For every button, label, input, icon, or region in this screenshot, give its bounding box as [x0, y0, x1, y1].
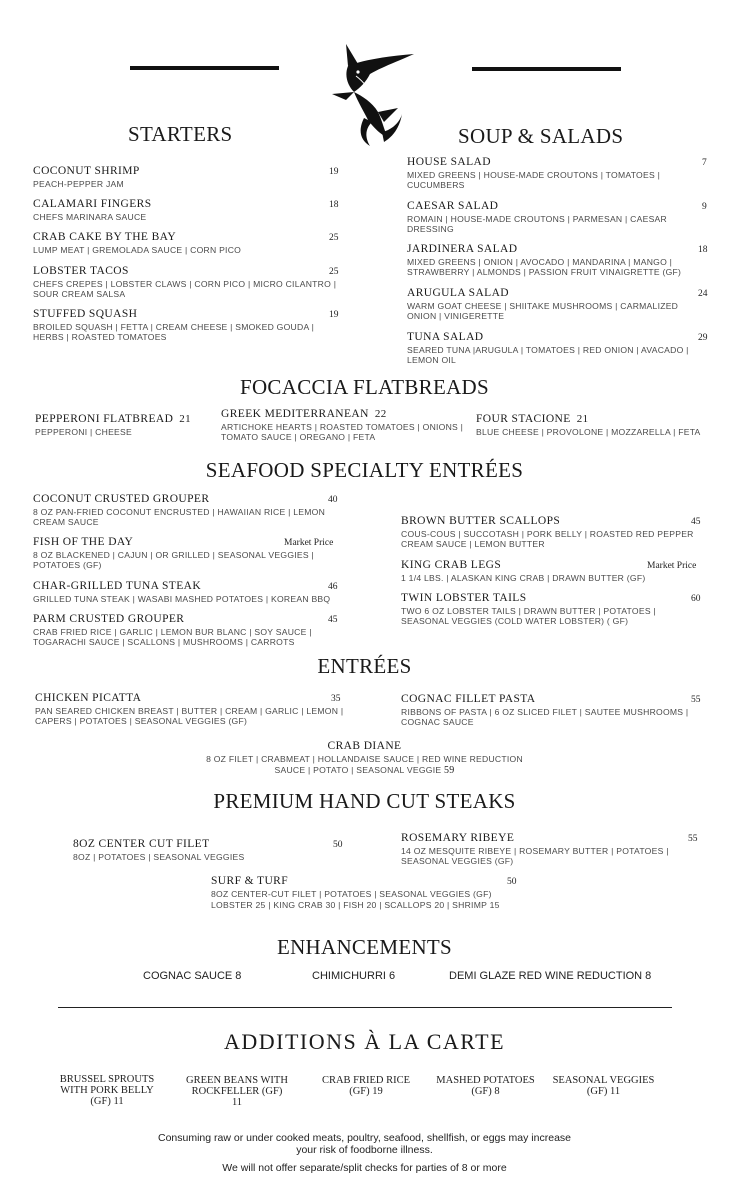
menu-item — [401, 693, 691, 727]
item-name: TUNA SALAD — [407, 331, 484, 343]
item-name: PEPPERONI FLATBREAD 21 — [35, 413, 192, 425]
item-price: 40 — [328, 495, 338, 505]
item-description: SAUCE | POTATO | SEASONAL VEGGIE 59 — [274, 765, 455, 776]
item-price: 18 — [698, 245, 708, 255]
item-price: 50 — [333, 840, 343, 850]
item-description: PEACH-PEPPER JAM — [33, 179, 124, 189]
item-name: KING CRAB LEGS — [401, 559, 502, 571]
item-price: Market Price — [647, 561, 697, 571]
item-description: 8 OZ PAN-FRIED COCONUT ENCRUSTED | HAWAIIAN RICE | LEMON CREAM SAUCE — [33, 507, 326, 527]
item-name: CAESAR SALAD — [407, 200, 499, 212]
item-name: CALAMARI FINGERS — [33, 198, 152, 210]
item-price: Market Price — [284, 538, 334, 548]
item-description: LOBSTER 25 | KING CRAB 30 | FISH 20 | SCALLOPS 20 | SHRIMP 15 — [211, 900, 500, 910]
item-price: 59 — [444, 765, 455, 776]
section-divider — [58, 1007, 672, 1008]
item-name: TWIN LOBSTER TAILS — [401, 592, 527, 604]
entrees-heading: ENTRÉES — [317, 654, 412, 678]
menu-item — [33, 231, 343, 255]
item-price: 29 — [698, 333, 708, 343]
item-name: GREEK MEDITERRANEAN 22 — [221, 408, 387, 420]
item-description: MIXED GREENS | HOUSE-MADE CROUTONS | TOMATOES | CUCUMBERS — [407, 170, 661, 190]
item-name: ARUGULA SALAD — [407, 287, 509, 299]
item-price: 45 — [691, 517, 701, 527]
item-name: 8OZ CENTER CUT FILET — [73, 838, 210, 850]
side-item: MASHED POTATOES (GF) 8 — [436, 1075, 535, 1097]
additions-heading: ADDITIONS À LA CARTE — [223, 1029, 506, 1054]
menu-item — [407, 156, 682, 190]
item-name: STUFFED SQUASH — [33, 308, 138, 320]
menu-item — [221, 408, 466, 442]
item-description: 1 1/4 LBS. | ALASKAN KING CRAB | DRAWN BUTTER (GF) — [401, 573, 646, 583]
enhancement-item: CHIMICHURRI 6 — [312, 970, 396, 982]
item-price: 55 — [691, 695, 701, 705]
item-price: 19 — [329, 310, 339, 320]
menu-item — [73, 838, 333, 862]
side-item: GREEN BEANS WITH ROCKFELLER (GF) 11 — [186, 1075, 288, 1108]
featured-item-surf-turf — [211, 875, 511, 910]
item-description: ROMAIN | HOUSE-MADE CROUTONS | PARMESAN | CAESAR DRESSING — [407, 214, 667, 234]
side-item: SEASONAL VEGGIES (GF) 11 — [552, 1075, 655, 1097]
menu-item — [33, 198, 343, 222]
item-name: BROWN BUTTER SCALLOPS — [401, 515, 561, 527]
menu-item — [33, 165, 343, 189]
item-description: WARM GOAT CHEESE | SHIITAKE MUSHROOMS | CARMALIZED ONION | VINIGERETTE — [407, 301, 679, 321]
menu-item — [476, 413, 716, 437]
item-price: 46 — [328, 582, 338, 592]
starters-heading: STARTERS — [128, 122, 233, 146]
steaks-heading: PREMIUM HAND CUT STEAKS — [213, 789, 516, 813]
menu-item — [33, 308, 343, 342]
item-description: 8OZ | POTATOES | SEASONAL VEGGIES — [73, 852, 245, 862]
item-name: JARDINERA SALAD — [407, 243, 518, 255]
item-description: CRAB FRIED RICE | GARLIC | LEMON BUR BLANC | SOY SAUCE | TOGARACHI SAUCE | SCALLONS | MUSHROOMS | CARROTS — [33, 627, 312, 647]
side-item: BRUSSEL SPROUTS WITH PORK BELLY (GF) 11 — [59, 1074, 155, 1107]
menu-item — [33, 580, 338, 604]
item-name: CHAR-GRILLED TUNA STEAK — [33, 580, 202, 592]
item-description: BROILED SQUASH | FETTA | CREAM CHEESE | SMOKED GOUDA | HERBS | ROASTED TOMATOES — [33, 322, 315, 342]
item-description: MIXED GREENS | ONION | AVOCADO | MANDARINA | MANGO | STRAWBERRY | ALMONDS | PASSION FRUIT VINAIGRETTE (GF) — [407, 257, 682, 277]
split-check-notice: We will not offer separate/split checks for parties of 8 or more — [222, 1162, 507, 1174]
item-description: CHEFS MARINARA SAUCE — [33, 212, 147, 222]
enhancement-item: DEMI GLAZE RED WINE REDUCTION 8 — [449, 970, 652, 982]
item-price: 21 — [179, 413, 192, 425]
item-description: RIBBONS OF PASTA | 6 OZ SLICED FILET | SAUTEE MUSHROOMS | COGNAC SAUCE — [401, 707, 689, 727]
item-description: SEARED TUNA |ARUGULA | TOMATOES | RED ONION | AVACADO | LEMON OIL — [407, 345, 689, 365]
item-description: BLUE CHEESE | PROVOLONE | MOZZARELLA | FETA — [476, 427, 701, 437]
item-price: 7 — [702, 158, 707, 168]
menu-item — [33, 493, 338, 527]
item-name: CHICKEN PICATTA — [35, 692, 142, 704]
food-safety-notice: Consuming raw or under cooked meats, poultry, seafood, shellfish, or eggs may increase your risk of foodborne illness. — [157, 1132, 571, 1156]
soup-salads-heading: SOUP & SALADS — [458, 124, 624, 148]
menu-item — [401, 515, 696, 549]
item-description: CHEFS CREPES | LOBSTER CLAWS | CORN PICO | MICRO CILANTRO | SOUR CREAM SALSA — [33, 279, 337, 299]
featured-item-crab-diane — [150, 740, 579, 776]
item-description: TWO 6 OZ LOBSTER TAILS | DRAWN BUTTER | POTATOES | SEASONAL VEGGIES (COLD WATER LOBSTER) ( GF) — [401, 606, 656, 626]
item-name: PARM CRUSTED GROUPER — [33, 613, 185, 625]
menu-item — [407, 287, 682, 321]
side-item: CRAB FRIED RICE (GF) 19 — [321, 1075, 411, 1097]
item-price: 25 — [329, 267, 339, 277]
menu-item — [407, 200, 682, 234]
item-price: 25 — [329, 233, 339, 243]
item-name: CRAB CAKE BY THE BAY — [33, 231, 177, 243]
item-description: 8 OZ BLACKENED | CAJUN | OR GRILLED | SEASONAL VEGGIES | POTATOES (GF) — [33, 550, 314, 570]
menu-item — [35, 692, 345, 726]
item-description: ARTICHOKE HEARTS | ROASTED TOMATOES | ONIONS | TOMATO SAUCE | OREGANO | FETA — [221, 422, 464, 442]
item-price: 18 — [329, 200, 339, 210]
item-description: PEPPERONI | CHEESE — [35, 427, 132, 437]
item-name: SURF & TURF — [211, 875, 289, 887]
item-price: 55 — [688, 834, 698, 844]
menu-item — [407, 243, 692, 277]
item-description: COUS-COUS | SUCCOTASH | PORK BELLY | ROASTED RED PEPPER CREAM SAUCE | LEMON BUTTER — [401, 529, 694, 549]
menu-item — [33, 613, 323, 647]
menu-item — [401, 592, 681, 626]
menu-item — [407, 331, 697, 365]
item-price: 45 — [328, 615, 338, 625]
header-rule-left — [130, 66, 279, 70]
item-description: 8 OZ FILET | CRABMEAT | HOLLANDAISE SAUCE | RED WINE REDUCTION — [206, 754, 523, 764]
item-name: COCONUT CRUSTED GROUPER — [33, 493, 210, 505]
item-name: HOUSE SALAD — [407, 156, 491, 168]
item-name: FISH OF THE DAY — [33, 536, 134, 548]
item-name: FOUR STACIONE 21 — [476, 413, 589, 425]
item-price: 21 — [576, 413, 589, 425]
item-description: LUMP MEAT | GREMOLADA SAUCE | CORN PICO — [33, 245, 242, 255]
menu-item — [33, 265, 343, 299]
item-price: 60 — [691, 594, 701, 604]
item-price: 24 — [698, 289, 708, 299]
item-name: LOBSTER TACOS — [33, 265, 129, 277]
item-name: ROSEMARY RIBEYE — [401, 832, 515, 844]
item-price: 35 — [331, 694, 341, 704]
item-name: COGNAC FILLET PASTA — [401, 693, 536, 705]
item-description: 8OZ CENTER-CUT FILET | POTATOES | SEASONAL VEGGIES (GF) — [211, 889, 492, 899]
marlin-icon — [318, 42, 416, 148]
enhancements-heading: ENHANCEMENTS — [276, 935, 453, 959]
menu-item — [401, 832, 676, 866]
item-price: 50 — [507, 877, 517, 887]
enhancement-item: COGNAC SAUCE 8 — [143, 970, 242, 982]
item-price: 22 — [374, 408, 387, 420]
item-price: 19 — [329, 167, 339, 177]
flatbreads-heading: FOCACCIA FLATBREADS — [239, 375, 489, 399]
seafood-heading: SEAFOOD SPECIALTY ENTRÉES — [205, 458, 524, 482]
item-description: GRILLED TUNA STEAK | WASABI MASHED POTATOES | KOREAN BBQ — [33, 594, 331, 604]
item-name: CRAB DIANE — [327, 740, 402, 752]
header-rule-right — [472, 67, 621, 71]
item-name: COCONUT SHRIMP — [33, 165, 140, 177]
item-price: 9 — [702, 202, 707, 212]
item-description: PAN SEARED CHICKEN BREAST | BUTTER | CREAM | GARLIC | LEMON | CAPERS | POTATOES | SEASONAL VEGGIES (GF) — [35, 706, 344, 726]
item-description: 14 OZ MESQUITE RIBEYE | ROSEMARY BUTTER | POTATOES | SEASONAL VEGGIES (GF) — [401, 846, 669, 866]
menu-item — [35, 413, 215, 437]
